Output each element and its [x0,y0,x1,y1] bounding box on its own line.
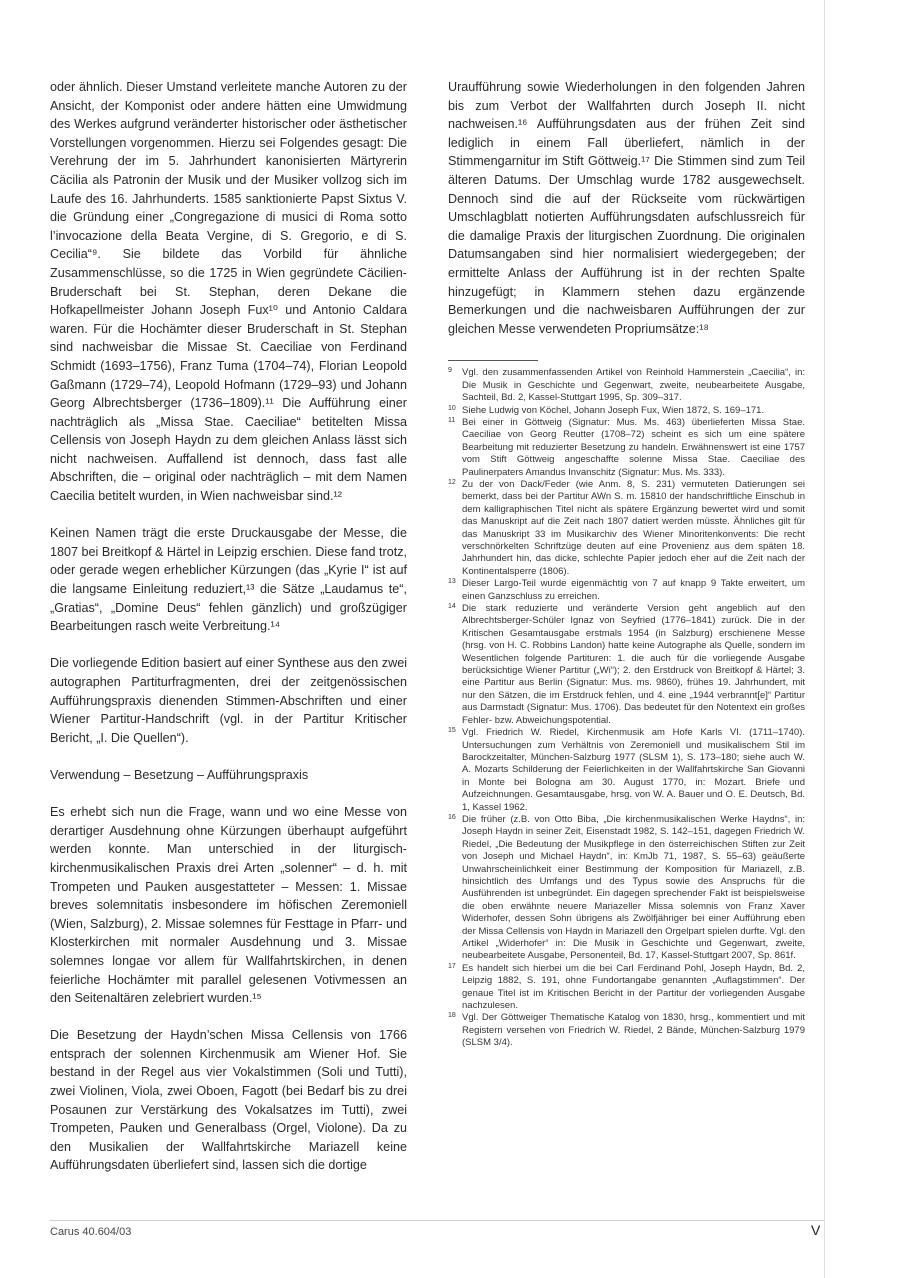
footnote-18 [448,1012,805,1049]
footnote-text: Vgl. den zusammenfassenden Artikel von Reinhold Hammerstein „Caecilia“, in: Die Musik in Geschichte und Gegenwart, zweite, neubearbeitete Ausgabe, Sachteil, Bd. 2, Kassel-Stuttgart 1995, Sp. 309–317. [462,367,805,404]
footnote-number: 14 [448,603,456,611]
footnote-text: Dieser Largo-Teil wurde eigenmächtig von 7 auf knapp 9 Takte erweitert, um einen Ganzschluss zu erreichen. [462,578,805,602]
footnote-9 [448,367,805,404]
footnote-number: 10 [448,404,456,412]
paragraph-4: Es erhebt sich nun die Frage, wann und wo eine Messe von derartiger Ausdehnung ohne Kürzungen überhaupt aufgeführt werden konnte. Man unterschied in der liturgisch-kirchenmusikalischen Praxis drei Arten „solenner“ – d. h. mit Trompeten und Pauken ausgestatteter – Messen: 1. Missae breves solemnitatis insbesondere im höfischen Zeremoniell (Wien, Salzburg), 2. Missae solemnes für Festtage in Pfarr- und Klosterkirchen mit normaler Ausdehnung und 3. Missae solemnes longae vor allem für Wallfahrtskirchen, in denen feierliche Hochämter mit parallel gelesenen Votivmessen an den Seitenaltären zelebriert wurden.¹⁵ [50,805,407,1006]
footnote-text: Die früher (z.B. von Otto Biba, „Die kirchenmusikalischen Werke Haydns“, in: Joseph Haydn in seiner Zeit, Eisenstadt 1982, S. 142–151, dagegen Friedrich W. Riedel, „Die Bedeutung der Musikpflege in den österreichischen Stiften zur Zeit von Joseph und Michael Haydn“, in: KmJb 71, 1987, S. 55–63) geäußerte Unwahrscheinlichkeit einer Bestimmung der Komposition für Mariazell, z.B. hinsichtlich des Umfangs und des Typus sowie des Anspruchs für die Ausführenden ist unbegründet. Ein dagegen sprechender Fakt ist beispielsweise die oben erwähnte neuere Mariazeller Missa solemnis von Franz Xaver Widerhofer, dessen Sohn übrigens als Zwölfjähriger bei einer Aufführung eben der Missa Cellensis von Haydn in Mariazell den Orgelpart spielen durfte. Vgl. den Artikel „Widerhofer“ in: Die Musik in Geschichte und Gegenwart, zweite, neubearbeitete Ausgabe, Personenteil, Bd. 17, Kassel-Stuttgart 2007, Sp. 861f. [462,813,805,962]
left-column [50,78,407,1175]
footnote-text: Zu der von Dack/Feder (wie Anm. 8, S. 231) vermuteten Datierungen sei bemerkt, dass bei der Partitur AWn S. m. 15810 der handschriftliche Einschub in dem kalligraphischen Titel nicht als spätere Ergänzung bewertet wird und somit das Manuskript auf die Zeit nach 1807 datiert werden müsste. Ähnliches gilt für das Manuskript 33 im Musikarchiv des Wiener Minoritenkonvents: Die recht verschnörkelten Schriftzüge deuten auf eine Provenienz aus dem späten 18. Jahrhundert hin, das dicke, schlechte Papier jedoch eher auf die Zeit nach der Kontinentalsperre (1806). [462,478,805,577]
footnote-number: 18 [448,1012,456,1020]
footnote-text: Bei einer in Göttweig (Signatur: Mus. Ms. 463) überlieferten Missa Stae. Caeciliae von Georg Reutter (1708–72) scheint es sich um eine spätere Bearbeitung mit reduzierter Besetzung zu handeln. Erwähnenswert ist eine 1757 vom Stift Göttweig angeschaffte solenne Missa Stae. Caeciliae des Paulinerpaters Amandus Invanschitz (Signatur: Mus. Ms. 333). [462,416,805,478]
footnote-11 [448,417,805,479]
footnote-rule [448,360,538,361]
footer-catalog-number: Carus 40.604/03 [50,1226,132,1238]
footnote-12 [448,479,805,578]
footnote-number: 12 [448,478,456,486]
footnote-text: Die stark reduzierte und veränderte Version geht angeblich auf den Albrechtsberger-Schüler Ignaz von Seyfried (1776–1841) zurück. Die in der Kritischen Gesamtausgabe erstmals 1954 (in Salzburg) erschienene Messe (hrsg. von H. C. Robbins Landon) hatte keine Autographe als Quelle, sondern im Wesentlichen folgende Partituren: 1. die auch für die vorliegende Ausgabe berücksichtige Wiener Partitur („Wi“); 2. den Erstdruck von Breitkopf & Härtel; 3. eine Partitur aus Berlin (Signatur: Mus. ms. 9860), frühes 19. Jahrhundert, mit nur den Sätzen, die im Erstdruck fehlen, und 4. eine „1944 verbrannt[e]“ Partitur aus Darmstadt (Signatur: Mus. 1706). Das bedeutet für den Notentext ein großes Fehler- bzw. Abweichungspotential. [462,603,805,726]
footnote-number: 13 [448,578,456,586]
paragraph-2: Keinen Namen trägt die erste Druckausgabe der Messe, die 1807 bei Breitkopf & Härtel in Leipzig erschien. Diese fand trotz, oder gerade wegen erheblicher Kürzungen (das „Kyrie I“ ist auf die langsame Einleitung reduziert,¹³ die Sätze „Laudamus te“, „Gratias“, „Domine Deus“ fehlen gänzlich) und großzügiger Bearbeitungen rasch weite Verbreitung.¹⁴ [50,526,408,634]
footnote-14 [448,603,805,727]
paragraph-1: oder ähnlich. Dieser Umstand verleitete manche Autoren zu der Ansicht, der Komponist oder andere hätten eine Umwidmung des Werkes aufgrund veränderter historischer oder ästhetischer Vorstellungen vorgenommen. Hierzu sei Folgendes gesagt: Die Verehrung der im 5. Jahrhundert kanonisierten Märtyrerin Cäcilia als Patronin der Musik und der Musiker vollzog sich im Laufe des 16. Jahrhunderts. 1585 sanktionierte Papst Sixtus V. die Gründung einer „Congregazione di musici di Roma sotto l’invocazione della Beata Vergine, di S. Gregorio, e di S. Cecilia“⁹. Sie bildete das Vorbild für ähnliche Zusammenschlüsse, so die 1725 in Wien gegründete Cäcilien-Bruderschaft bei St. Stephan, deren Dekane die Hofkapellmeister Johann Joseph Fux¹⁰ und Antonio Caldara waren. Für die Hochämter dieser Bruderschaft in St. Stephan sind nachweisbar die Missae St. Caeciliae von Ferdinand Schmidt (1693–1756), Franz Tuma (1704–74), Florian Leopold Gaßmann (1729–74), Leopold Hofmann (1729–93) und Johann Georg Albrechtsberger (1736–1809).¹¹ Die Aufführung einer nachträglich als „Missa Stae. Caeciliae“ betitelten Missa Cellensis von Joseph Haydn zu dem gleichen Anlass lässt sich nicht nachweisen. Auffallend ist dennoch, dass fast alle Abschriften, die – original oder nachträglich – mit dem Namen Caecilia betitelt wurden, in Wien nachweisbar sind.¹² [50,80,407,504]
section-heading: Verwendung – Besetzung – Aufführungspraxis [50,767,309,782]
footnote-text: Vgl. Friedrich W. Riedel, Kirchenmusik am Hofe Karls VI. (1711–1740). Untersuchungen zum Verhältnis von Zeremoniell und musikalischem Stil im Barockzeitalter, München-Salzburg 1977 (SLSM 1), S. 173–180; siehe auch W. A. Mozarts Schilderung der Feierlichkeiten in der Wallfahrtskirche San Giovanni in Monte bei Bologna am 30. August 1770, in: Mozart. Briefe und Aufzeichnungen. Gesamtausgabe, hrsg. von W. A. Bauer und O. E. Deutsch, Bd. 1, Kassel 1962. [462,727,805,813]
footnote-17 [448,963,805,1013]
footnote-number: 15 [448,727,456,735]
footnote-16 [448,814,805,963]
footnote-text: Vgl. Der Göttweiger Thematische Katalog von 1830, hrsg., kommentiert und mit Registern versehen von Friedrich W. Riedel, 2 Bände, München-Salzburg 1979 (SLSM 3/4). [462,1012,805,1049]
paragraph-5: Die Besetzung der Haydn’schen Missa Cellensis von 1766 entsprach der solennen Kirchenmusik am Wiener Hof. Sie bestand in der Regel aus vier Vokalstimmen (Soli und Tutti), zwei Violinen, Viola, zwei Oboen, Fagott (bei Bedarf bis zu drei Posaunen zur Verstärkung des Vokalsatzes im Tutti), zwei Trompeten, Pauken und Generalbass (Orgel, Violone). Da zu den Musikalien der Wallfahrtskirche Mariazell keine Aufführungsdaten überliefert sind, lassen sich die dortige [50,1028,407,1173]
right-column [448,78,805,1050]
footer-rule [50,1220,824,1221]
footnote-text: Siehe Ludwig von Köchel, Johann Joseph Fux, Wien 1872, S. 169–171. [462,404,765,416]
footnote-number: 16 [448,813,456,821]
footnotes [448,367,805,1049]
page-number: V [811,1222,821,1238]
footnote-10 [448,405,805,417]
footnote-number: 11 [448,416,456,424]
footnote-13 [448,578,805,603]
footnote-text: Es handelt sich hierbei um die bei Carl Ferdinand Pohl, Joseph Haydn, Bd. 2, Leipzig 1882, S. 191, ohne Fundortangabe genannten „Auflagstimmen“. Der genaue Titel ist im Kritischen Bericht in der Partitur der vorliegenden Ausgabe nachzulesen. [462,962,805,1012]
paragraph-3: Die vorliegende Edition basiert auf einer Synthese aus den zwei autographen Partiturfragmenten, drei der zeitgenössischen Aufführungspraxis dienenden Stimmen-Abschriften und einer Wiener Partitur-Handschrift (vgl. in der Partitur Kritischer Bericht, „I. Die Quellen“). [50,656,407,745]
footnote-number: 9 [448,367,452,375]
margin-rule [824,0,825,1278]
footnote-number: 17 [448,962,456,970]
paragraph-right-1: Uraufführung sowie Wiederholungen in den folgenden Jahren bis zum Verbot der Wallfahrten durch Joseph II. nicht nachweisen.¹⁶ Aufführungsdaten aus der frühen Zeit sind lediglich in einem Fall überliefert, nämlich in der Stimmengarnitur im Stift Göttweig.¹⁷ Die Stimmen sind zum Teil älteren Datums. Der Umschlag wurde 1782 ausgewechselt. Dennoch sind die auf der Rückseite vom rückwärtigen Umschlagblatt notierten Aufführungsdaten aufschlussreich für die damalige Praxis der liturgischen Zuordnung. Die originalen Datumsangaben sind hier normalisiert wiedergegeben; der ermittelte Anlass der Aufführung ist in der rechten Spalte hinzugefügt; in Klammern stehen dazu ergänzende Bemerkungen und die nachweisbaren Aufführungen der zur gleichen Messe verwendeten Propriumsätze:¹⁸ [448,80,805,336]
footnote-15 [448,727,805,814]
